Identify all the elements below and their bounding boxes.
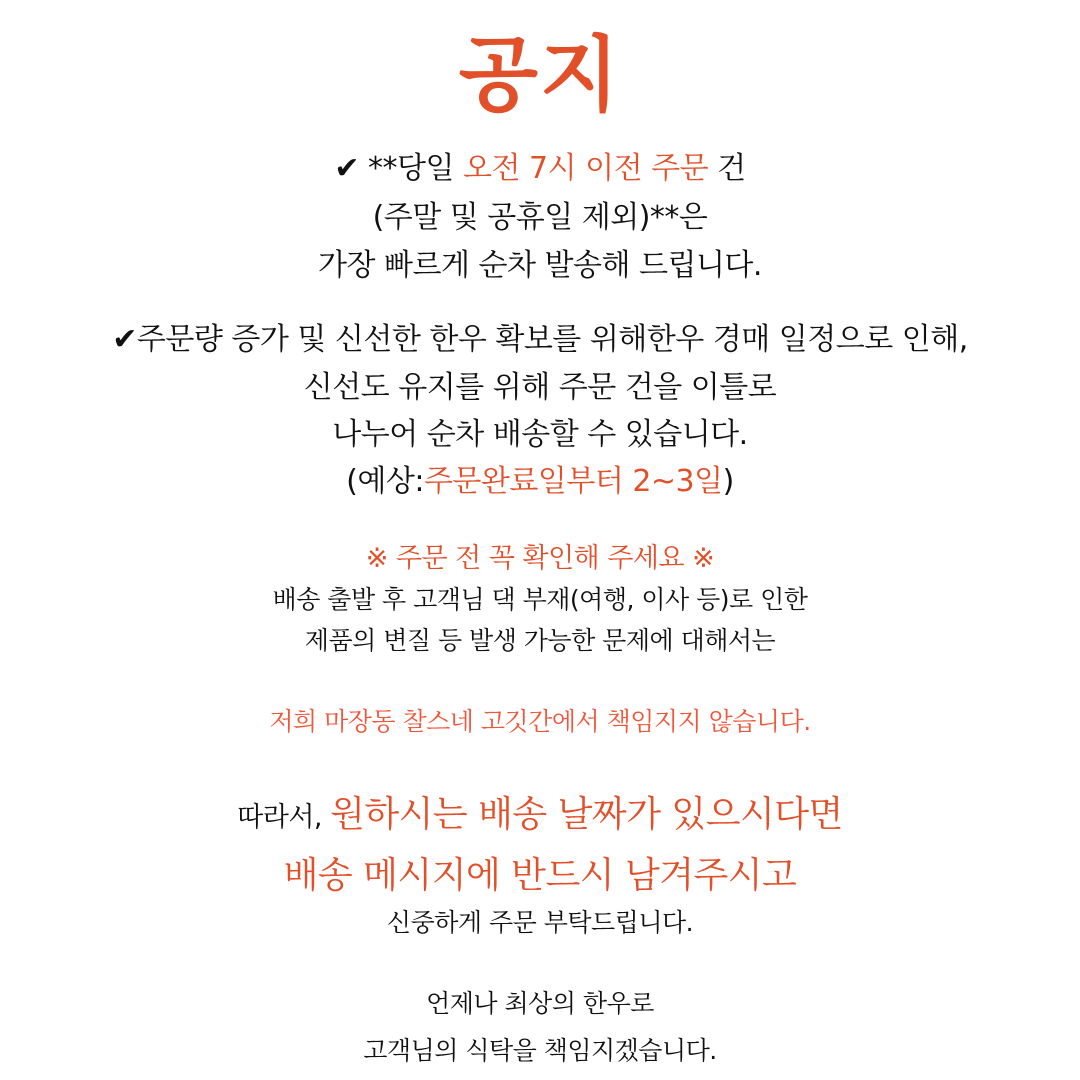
estimate-suffix: ) xyxy=(722,464,734,499)
delivery-message-instruction: 배송 메시지에 반드시 남겨주시고 xyxy=(283,855,797,896)
delivery-request-prefix: 따라서, xyxy=(237,802,331,833)
split-shipping-text-3: 나누어 순차 배송할 수 있습니다. xyxy=(332,417,748,452)
estimated-delivery-line xyxy=(0,456,1080,500)
check-icon: ✔ xyxy=(334,151,359,186)
delivery-request-text: 원하시는 배송 날짜가 있으시다면 xyxy=(330,794,843,835)
careful-order-text: 신중하게 주문 부탁드립니다. xyxy=(386,908,694,937)
estimate-prefix: (예상: xyxy=(346,464,424,499)
cutoff-prefix: **당일 xyxy=(359,151,464,186)
cutoff-time: 오전 7시 이전 주문 xyxy=(463,151,709,186)
caution-text-2: 제품의 변질 등 발생 가능한 문제에 대해서는 xyxy=(304,626,776,655)
caution-heading: ※ 주문 전 꼭 확인해 주세요 ※ xyxy=(365,543,715,574)
caution-text-1: 배송 출발 후 고객님 댁 부재(여행, 이사 등)로 인한 xyxy=(272,585,808,614)
cutoff-shipping-text: 가장 빠르게 순차 발송해 드립니다. xyxy=(318,248,762,283)
split-shipping-reason-text: 주문량 증가 및 신선한 한우 확보를 위해한우 경매 일정으로 인해, xyxy=(136,322,968,357)
cutoff-exception-text: (주말 및 공휴일 제외)**은 xyxy=(372,200,708,235)
order-cutoff-line xyxy=(0,143,1080,187)
split-shipping-reason-line xyxy=(0,314,1080,358)
delivery-date-request-line xyxy=(0,786,1080,837)
check-icon: ✔ xyxy=(112,322,137,357)
split-shipping-text-2: 신선도 유지를 위해 주문 건을 이틀로 xyxy=(303,370,777,405)
liability-disclaimer: 저희 마장동 찰스네 고깃간에서 책임지지 않습니다. xyxy=(269,707,811,736)
page-title: 공지 xyxy=(458,28,622,123)
closing-text-2: 고객님의 식탁을 책임지겠습니다. xyxy=(363,1036,717,1065)
estimate-period: 주문완료일부터 2~3일 xyxy=(423,464,723,499)
closing-text-1: 언제나 최상의 한우로 xyxy=(426,989,654,1018)
cutoff-suffix: 건 xyxy=(708,151,746,186)
